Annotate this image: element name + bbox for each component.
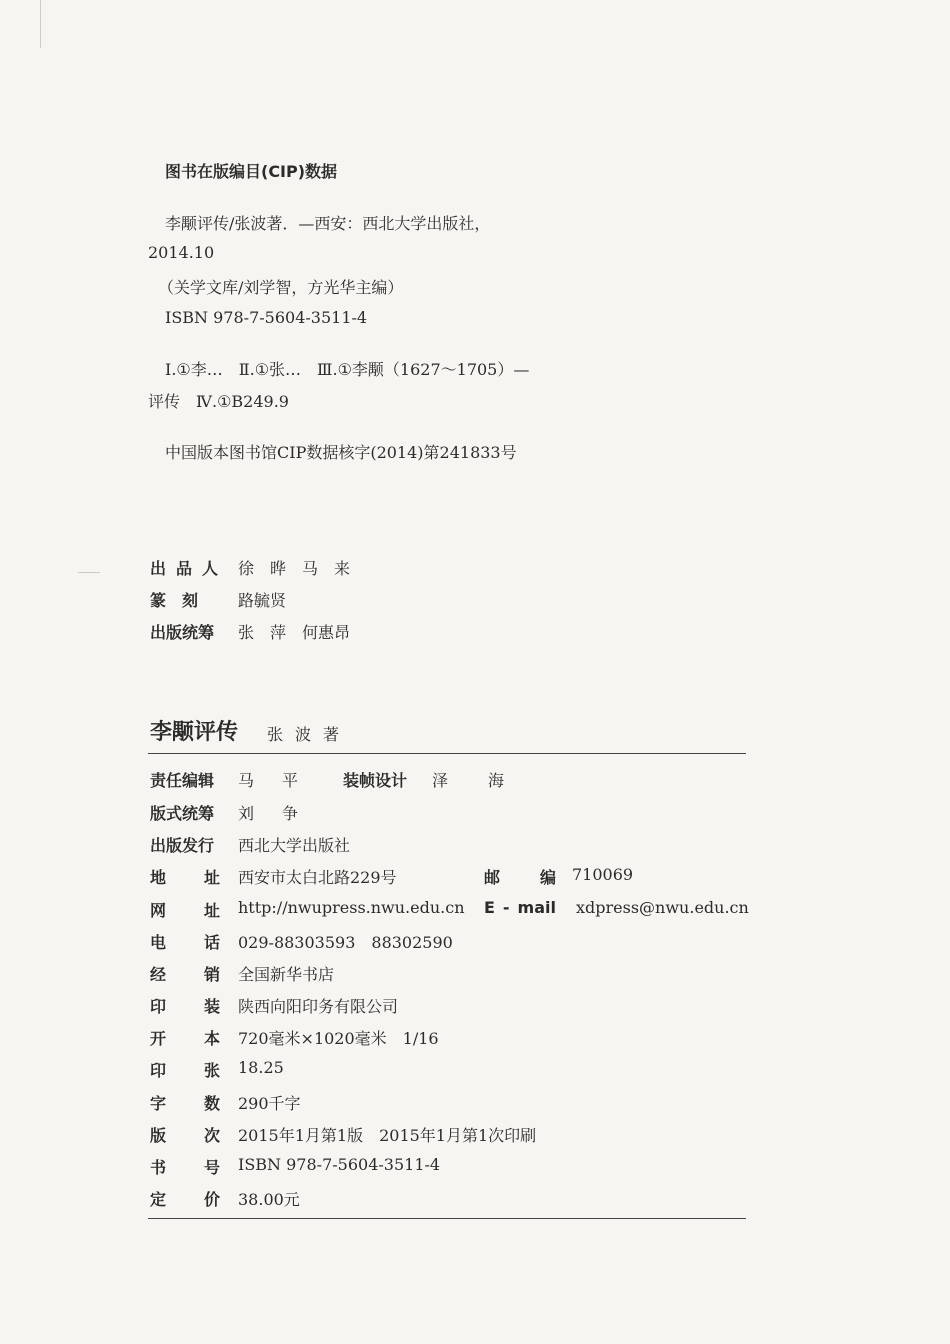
price-value: 38.00元	[238, 1190, 300, 1209]
credit-value: 张 萍 何惠昂	[238, 623, 351, 642]
info-row-isbn	[150, 1155, 750, 1177]
info-row-distributor	[150, 962, 750, 984]
sheets-value: 18.25	[238, 1058, 284, 1077]
website-value: http://nwupress.nwu.edu.cn	[238, 898, 465, 917]
info-row-words	[150, 1091, 750, 1113]
credit-value: 徐 晔 马 来	[238, 559, 351, 578]
distributor-value: 全国新华书店	[238, 965, 335, 984]
phone-label: 电 话	[150, 933, 220, 952]
cip-line: ISBN 978-7-5604-3511-4	[165, 308, 368, 327]
info-row-address	[150, 865, 750, 887]
sheets-label: 印 张	[150, 1061, 220, 1080]
cip-title: 图书在版编目(CIP)数据	[165, 162, 338, 181]
edition-label: 版 次	[150, 1126, 220, 1145]
words-label: 字 数	[150, 1094, 220, 1113]
credit-label: 出品人	[150, 559, 229, 578]
price-label: 定 价	[150, 1190, 220, 1209]
words-value: 290千字	[238, 1094, 301, 1113]
address-label: 地 址	[150, 868, 220, 887]
format-value: 720毫米×1020毫米 1/16	[238, 1029, 439, 1048]
edition-value: 2015年1月第1版 2015年1月第1次印刷	[238, 1126, 537, 1145]
editor-value: 马 平	[238, 771, 305, 790]
book-author: 张波著	[267, 725, 352, 744]
distributor-label: 经 销	[150, 965, 220, 984]
scan-mark	[78, 572, 100, 573]
info-row-edition	[150, 1123, 750, 1145]
cip-line: 评传 Ⅳ.①B249.9	[148, 392, 289, 411]
address-value: 西安市太白北路229号	[238, 868, 397, 887]
isbn-label: 书 号	[150, 1158, 220, 1177]
format-label: 开 本	[150, 1029, 220, 1048]
info-row-price	[150, 1187, 750, 1209]
info-row-sheets	[150, 1058, 750, 1080]
email-label: E - mail	[484, 898, 556, 917]
postcode-value: 710069	[572, 865, 634, 884]
info-row-format	[150, 1026, 750, 1048]
website-label: 网 址	[150, 901, 220, 920]
cip-line: 2014.10	[148, 243, 215, 262]
credit-value: 路毓贤	[238, 591, 287, 610]
design-label: 装帧设计	[343, 771, 408, 790]
info-row-layout	[150, 801, 750, 823]
scan-mark	[40, 0, 41, 48]
isbn-value: ISBN 978-7-5604-3511-4	[238, 1155, 441, 1174]
email-value: xdpress@nwu.edu.cn	[576, 898, 749, 917]
info-row-website	[150, 898, 750, 920]
printer-value: 陕西向阳印务有限公司	[238, 997, 399, 1016]
cip-line: 李颙评传/张波著．—西安：西北大学出版社，	[165, 214, 491, 233]
design-value: 泽 海	[432, 771, 517, 790]
printer-label: 印 装	[150, 997, 220, 1016]
layout-label: 版式统筹	[150, 804, 215, 823]
postcode-label: 邮 编	[484, 868, 556, 887]
credit-label: 出版统筹	[150, 623, 215, 642]
layout-value: 刘 争	[238, 804, 305, 823]
cip-line: Ⅰ.①李… Ⅱ.①张… Ⅲ.①李颙（1627～1705）—	[165, 360, 530, 379]
publisher-label: 出版发行	[150, 836, 215, 855]
editor-label: 责任编辑	[150, 771, 215, 790]
book-title: 李颙评传	[150, 720, 239, 745]
info-row-printer	[150, 994, 750, 1016]
cip-line: 中国版本图书馆CIP数据核字(2014)第241833号	[165, 443, 517, 462]
publisher-value: 西北大学出版社	[238, 836, 351, 855]
phone-value: 029-88303593 88302590	[238, 933, 453, 952]
info-row-phone	[150, 930, 750, 952]
cip-line: （关学文库/刘学智，方光华主编）	[158, 278, 404, 297]
credit-label: 篆 刻	[150, 591, 199, 610]
info-row-editor	[150, 768, 750, 790]
top-rule	[148, 753, 746, 754]
info-row-publisher	[150, 833, 750, 855]
bottom-rule	[148, 1218, 746, 1219]
